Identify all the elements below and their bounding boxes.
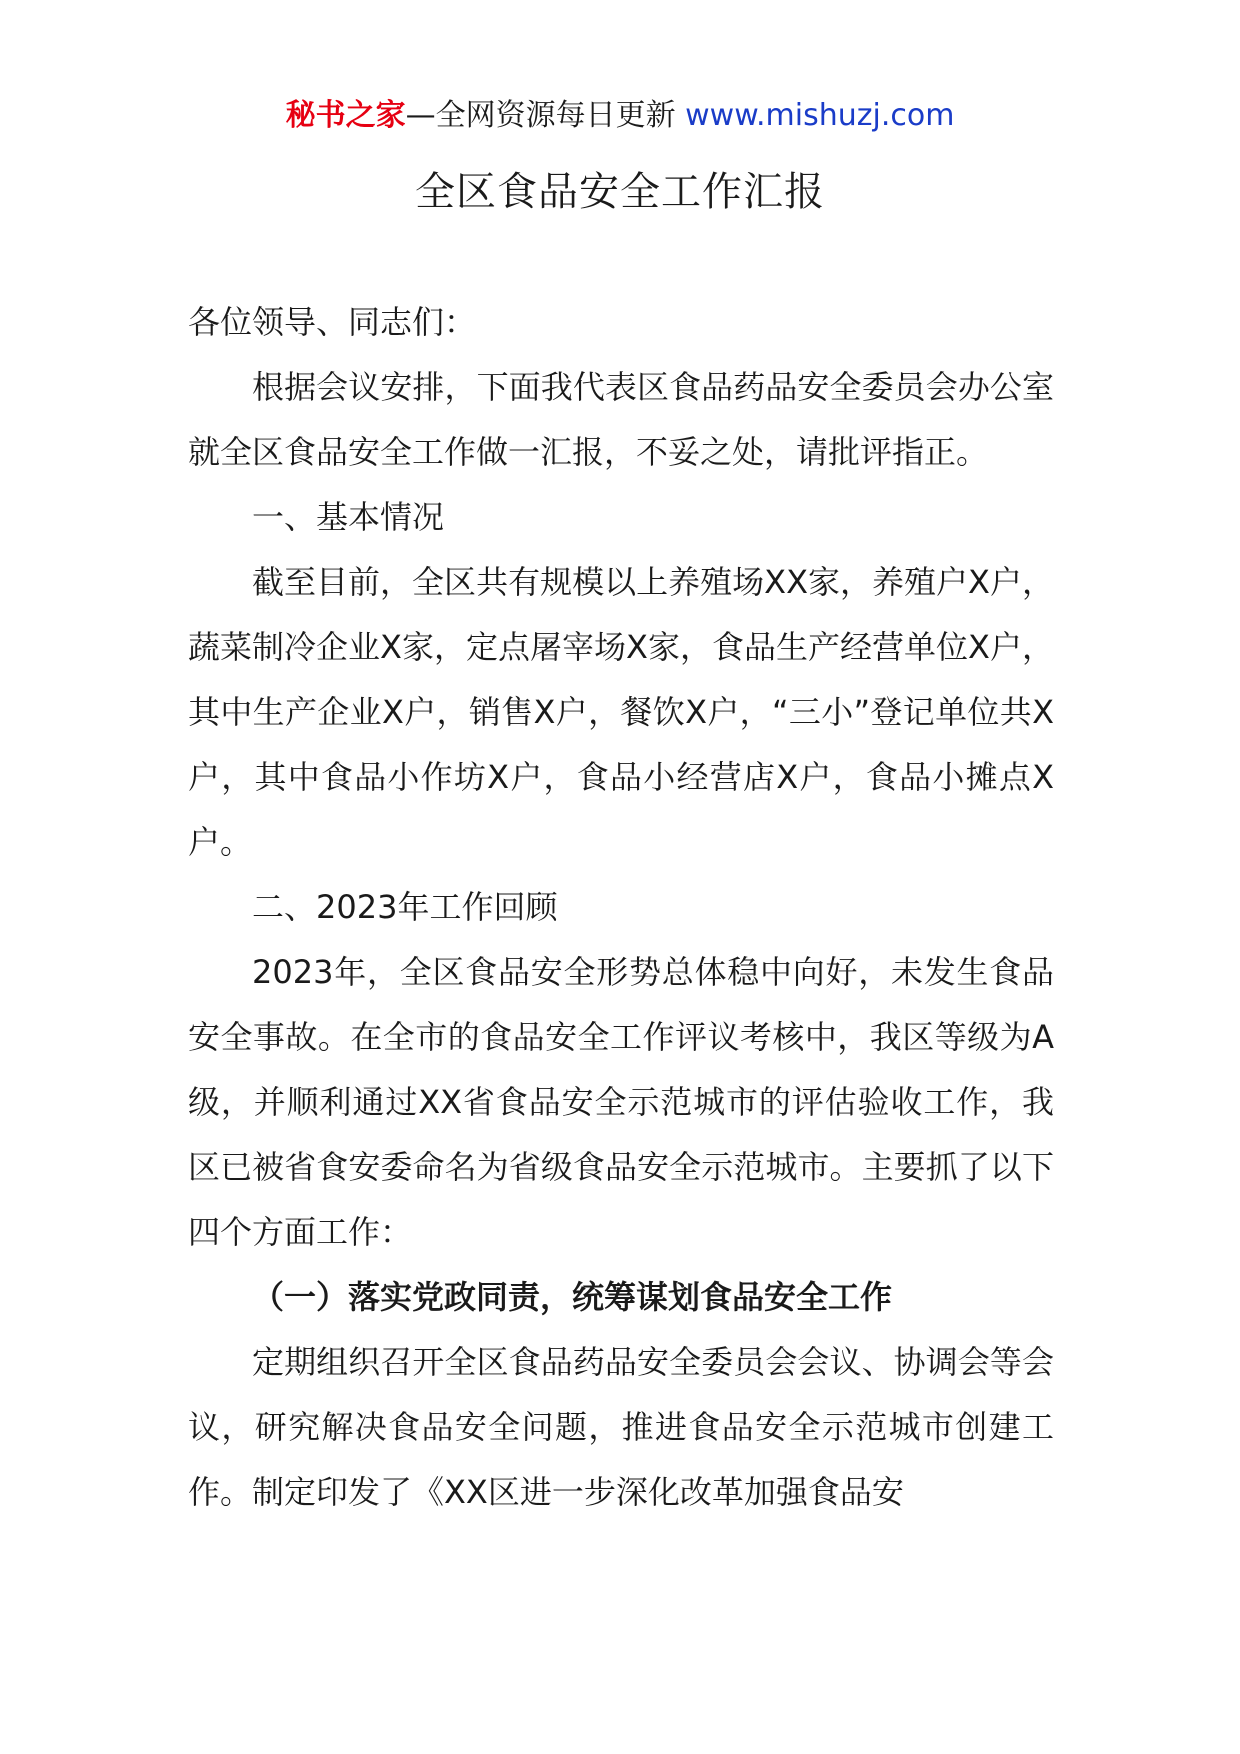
document-title: 全区食品安全工作汇报 — [415, 169, 825, 215]
salutation: 各位领导、同志们： — [188, 303, 477, 341]
paragraph-party-responsibility: 定期组织召开全区食品药品安全委员会会议、协调会等会议，研究解决食品安全问题，推进食品安全示范城市创建工作。制定印发了《XX区进一步深化改革加强食品安 — [188, 1343, 1054, 1511]
paragraph-basic-situation: 截至目前，全区共有规模以上养殖场XX家，养殖户X户，蔬菜制冷企业X家，定点屠宰场X家，食品生产经营单位X户，其中生产企业X户，销售X户，餐饮X户，“三小”登记单位共X户，其中食品小作坊X户，食品小经营店X户，食品小摊点X户。 — [188, 563, 1054, 861]
subheading-party-responsibility: （一）落实党政同责，统筹谋划食品安全工作 — [252, 1278, 893, 1316]
site-banner — [0, 96, 1240, 136]
heading-work-review: 二、2023年工作回顾 — [252, 888, 558, 926]
banner-brand: 秘书之家 — [285, 98, 406, 133]
paragraph-intro: 根据会议安排，下面我代表区食品药品安全委员会办公室就全区食品安全工作做一汇报，不妥之处，请批评指正。 — [188, 368, 1054, 471]
banner-slogan: —全网资源每日更新 — [405, 98, 686, 133]
banner-url-link[interactable]: www.mishuzj.com — [685, 98, 955, 133]
document-body — [188, 290, 1054, 1525]
heading-basic-situation: 一、基本情况 — [252, 498, 445, 536]
paragraph-work-review: 2023年，全区食品安全形势总体稳中向好，未发生食品安全事故。在全市的食品安全工作评议考核中，我区等级为A级，并顺利通过XX省食品安全示范城市的评估验收工作，我区已被省食安委命名为省级食品安全示范城市。主要抓了以下四个方面工作： — [188, 953, 1054, 1251]
